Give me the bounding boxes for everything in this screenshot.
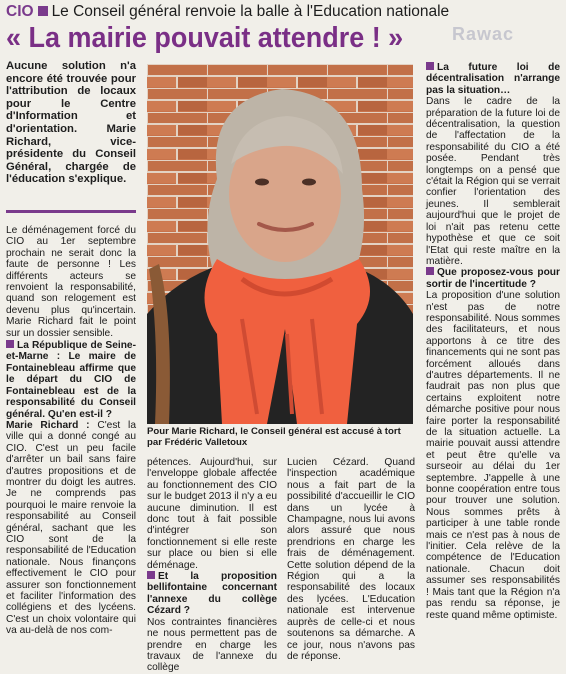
question-4	[426, 267, 560, 290]
column-3-text: Lucien Cézard. Quand l'inspection académique nous a fait part de la possibilité d'accueillir le CIO dans un lycée à Champagne, nous lui avons alors assuré que nous prendrions en charge les frais de déménagement. Cette solution dépend de la Région qui a la responsabilité des locaux des lycées. L'Education nationale est intervenue auprès de celle-ci et nous soutenons sa démarche. A ce jour, nous n'avons pas de réponse.	[287, 457, 415, 662]
question-4-text: Que proposez-vous pour sortir de l'incertitude ?	[426, 267, 560, 290]
question-1	[6, 340, 136, 420]
answer-1-text: C'est la ville qui a donné congé au CIO. C'est un peu facile d'arrêter un bail sans faire d'autres propositions et de montrer du doigt les autres. Je ne comprends pas pourquoi le maire renvoie la responsabilité au Conseil général, sachant que les CIO sont de la responsabilité de l'Education nationale. Nous finançons effectivement le CIO pour assurer son fonctionnement et faciliter l'information des collégiens et des lycéens. C'est un choix volontaire qui va au-delà de nos com-	[6, 419, 136, 637]
kicker-tag: CIO	[6, 3, 34, 20]
portrait-illustration	[147, 64, 413, 424]
question-3	[426, 62, 560, 96]
article-column-1	[6, 225, 136, 637]
square-bullet-icon	[147, 571, 155, 579]
answer-1	[6, 420, 136, 637]
kicker-text: Le Conseil général renvoie la balle à l'Education nationale	[51, 3, 450, 20]
bleed-through-text: Rawac	[452, 24, 515, 44]
article-column-4	[426, 62, 560, 621]
article-column-2	[147, 457, 277, 674]
square-bullet-icon	[6, 340, 14, 348]
question-3-text: La future loi de décentralisation n'arrange pas la situation…	[426, 62, 560, 96]
answer-4-text: La proposition d'une solution n'est pas de notre responsabilité. Nous sommes des facilitateurs, et nous apportons à ce titre des financements qui ne sont pas forcément alloués dans d'autres départements. Il ne faudrait pas non plus que certains exploitent notre démarche positive pour nous faire porter la responsabilité de la situation actuelle. La mairie pouvait aussi attendre et peut être qu'elle va surseoir au délai du 1er septembre. J'appelle à une bonne coopération entre tous pour trouver une solution. Nous sommes prêts à participer à une table ronde mais ce n'est pas à nous de l'initier. Cela relève de la compétence de l'Education nationale. Chacun doit assumer ses responsabilités ! Mais tant que la Région n'a pas rendu sa réponse, je reste quand même optimiste.	[426, 290, 560, 621]
column-2-text: pétences. Aujourd'hui, sur l'enveloppe globale affectée au fonctionnement des CIO sur le budget 2013 il n'y a eu aucune diminution. Il est donc tout à fait possible d'intégrer son fonctionnement si elle reste sur place ou bien si elle déménage.	[147, 457, 277, 571]
answer-3-text: Dans le cadre de la préparation de la future loi de décentralisation, la question de l'affectation de la responsabilité du CIO a été posée. Pendant très longtemps on a pensé que c'était la Région qui se verrait confier l'orientation des jeunes. Il semblerait aujourd'hui que le projet de loi n'ait pas retenu cette hypothèse et que ce soit l'Etat qui reste maître en la matière.	[426, 96, 560, 267]
answer-2-text: Nos contraintes financières ne nous permettent pas de prendre en charge les travaux de l'annexe du collège	[147, 616, 277, 674]
square-bullet-icon	[426, 267, 434, 275]
speaker-name: Marie Richard :	[6, 419, 90, 431]
lead-paragraph: Le déménagement forcé du CIO au 1er septembre prochain ne serait donc la faute de personne ! Les différents acteurs se renvoient la responsabilité, quand son relogement est devenu plus qu'incertain. Marie Richard fait le point sur un dossier sensible.	[6, 225, 136, 339]
purple-divider	[6, 210, 136, 213]
intro-paragraph: Aucune solution n'a encore été trouvée pour l'attribution de locaux pour le Centre d'Information et d'orientation. Marie Richard, vice-présidente du Conseil Général, chargée de l'éducation s'explique.	[6, 60, 136, 186]
square-bullet-icon	[38, 6, 48, 16]
square-bullet-icon	[426, 62, 434, 70]
headline: « La mairie pouvait attendre ! »	[6, 22, 404, 54]
article-column-3	[287, 457, 415, 662]
question-2-text: Et la proposition bellifontaine concernant l'annexe du collège Cézard ?	[147, 571, 277, 617]
question-2	[147, 571, 277, 617]
kicker	[6, 2, 561, 21]
question-1-text: La République de Seine-et-Marne : Le maire de Fontainebleau affirme que le départ du CIO de Fontainebleau est de la responsabilité du Conseil général. Qu'en est-il ?	[6, 340, 136, 420]
photo-caption: Pour Marie Richard, le Conseil général est accusé à tort par Frédéric Valletoux	[147, 426, 401, 448]
portrait-photo	[147, 64, 413, 424]
